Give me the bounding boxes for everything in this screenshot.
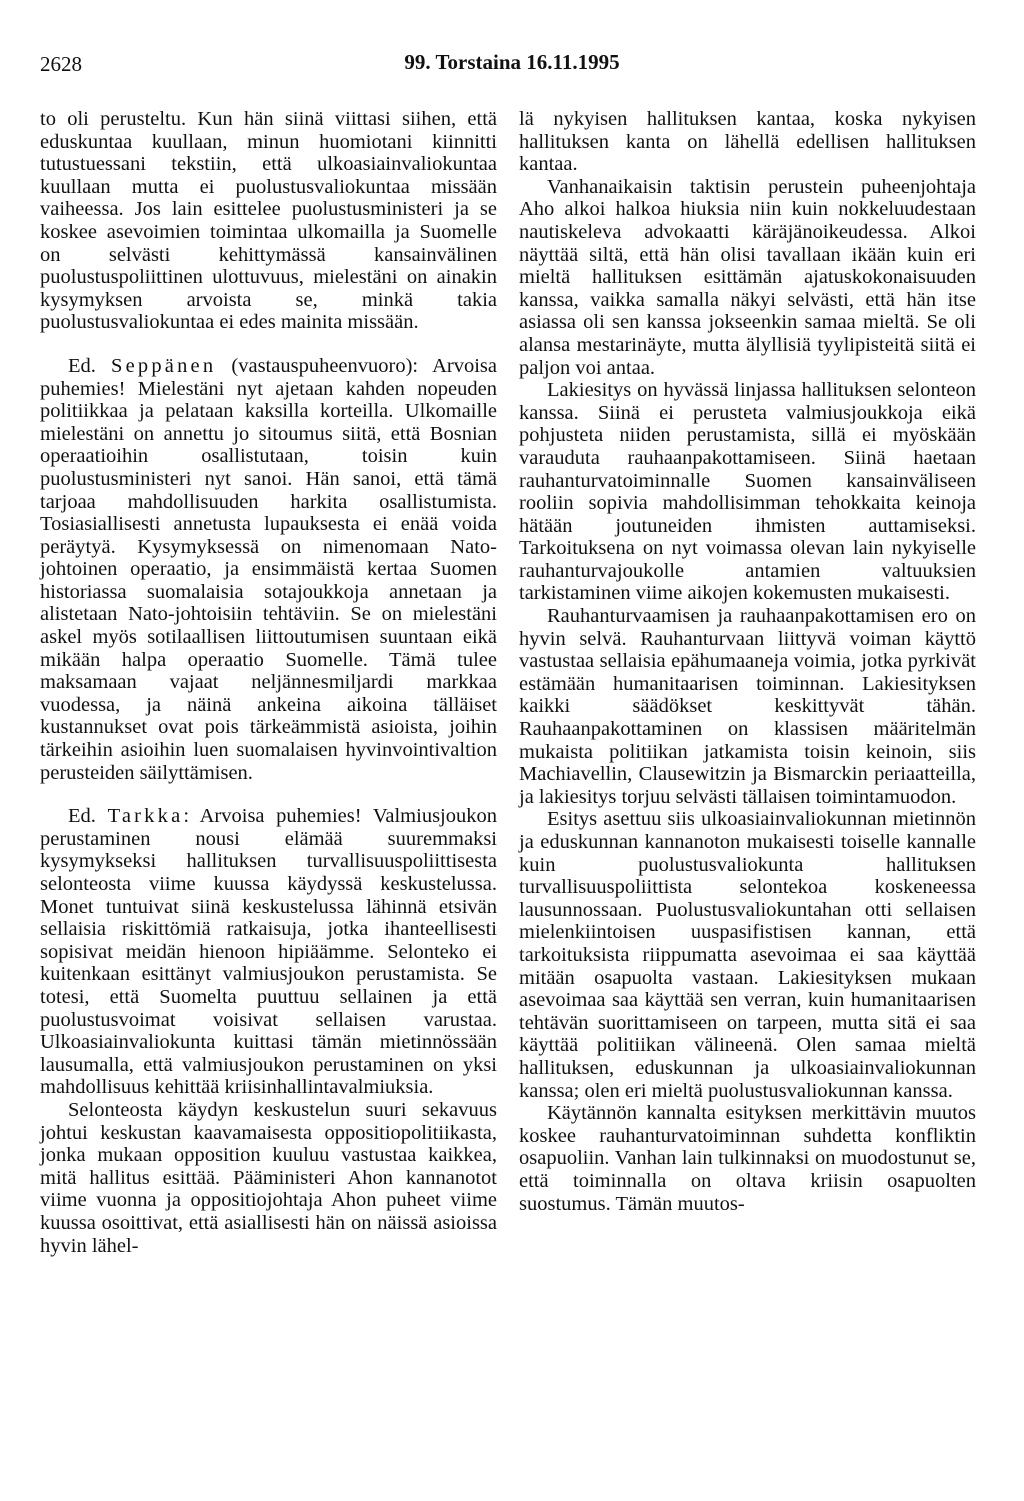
speaker-prefix: Ed.	[68, 805, 96, 828]
paragraph: Lakiesitys on hyvässä linjassa hallituksen selonteon kanssa. Siinä ei perusteta valmiusjoukkoja eikä pohjusteta niiden perustamista, sillä ei myöskään varauduta rauhaanpakottamiseen. Siinä haetaan rauhanturvatoiminnalle Suomen kansainväliseen rooliin sopivia mahdollisimman tehokkaita keinoja hätään joutuneiden ihmisten auttamiseksi. Tarkoituksena on nyt voimassa olevan lain nykyiselle rauhanturvajoukolle antamien valtuuksien tarkistaminen viime aikojen kokemusten mukaisesti.	[519, 379, 976, 605]
paragraph: Esitys asettuu siis ulkoasiainvaliokunnan mietinnön ja eduskunnan kannanoton mukaisesti toiselle kannalle kuin puolustusvaliokunta hallituksen turvallisuuspoliittista selontekoa koskeneessa lausunnossaan. Puolustusvaliokuntahan otti sellaisen mielenkiintoisen uuspasifistisen kannan, että tarkoituksista riippumatta asevoimaa ei saa käyttää mitään osapuolta vastaan. Lakiesityksen mukaan asevoimaa saa käyttää sen verran, kuin humanitaarisen tehtävän suorittamiseen on tarpeen, mutta sitä ei saa käyttää politiikan välineenä. Olen samaa mieltä hallituksen, eduskunnan ja ulkoasiainvaliokunnan kanssa; olen eri mieltä puolustusvaliokunnan kanssa.	[519, 808, 976, 1102]
speech-text: : Arvoisa puhemies! Valmiusjoukon perustaminen nousi elämää suuremmaksi kysymykseksi hallituksen turvallisuuspoliittisesta selonteosta viime kuussa käydyssä keskustelussa. Monet tuntuivat siinä keskustelussa lähinnä etsivän sellaisia riskittömiä ratkaisuja, jotka ihanteellisesti sopisivat meidän hienoon hipiäämme. Selonteko ei kuitenkaan esittänyt valmiusjoukon perustamista. Se totesi, että Suomelta puuttuu sellainen ja että puolustusvoimat voisivat sellaisen varustaa. Ulkoasiainvaliokunta kuittasi tämän mietinnössään lausumalla, että valmiusjoukon perustaminen on yksi mahdollisuus kehittää kriisinhallintavalmiuksia.	[40, 805, 497, 1099]
speech-paragraph	[40, 355, 497, 784]
paragraph: Selonteosta käydyn keskustelun suuri sekavuus johtui keskustan kaavamaisesta oppositiopolitiikasta, jonka mukaan opposition kuuluu vastustaa kaikkea, mitä hallitus esittää. Pääministeri Ahon kannanotot viime vuonna ja oppositiojohtaja Ahon puheet viime kuussa osoittivat, että asiallisesti hän on näissä asioissa hyvin lähel-	[40, 1098, 497, 1257]
running-head: 99. Torstaina 16.11.1995	[404, 50, 620, 74]
speech-paragraph	[40, 805, 497, 1099]
speaker-prefix: Ed.	[68, 354, 96, 377]
speech-text: (vastauspuheenvuoro): Arvoisa puhemies! Mielestäni nyt ajetaan kahden nopeuden politiikkaa ja pelataan kaksilla korteilla. Ulkomaille mielestäni on annettu jo sitoumus siitä, että Bosnian operaatioihin osallistutaan, toisin kuin puolustusministeri nyt sanoi. Hän sanoi, että tämä tarjoaa mahdollisuuden harkita osallistumista. Tosiasiallisesti annetusta lupauksesta ei enää voida peräytyä. Kysymyksessä on nimenomaan Nato-johtoinen operaatio, ja ensimmäistä kertaa Suomen historiassa suomalaisia sotajoukkoja annetaan ja alistetaan Nato-johtoisiin tehtäviin. Se on mielestäni askel myös sotilaallisen liittoutumisen suuntaan eikä mikään halpa operaatio Suomelle. Tämä tulee maksamaan vajaat neljännesmiljardi markkaa vuodessa, ja näinä ankeina aikoina tälläiset kustannukset ovat pois tärkeämmistä asioista, joihin tärkeihin asioihin luen suomalaisen hyvinvointivaltion perusteiden säilyttämisen.	[40, 354, 497, 784]
paragraph: Rauhanturvaamisen ja rauhaanpakottamisen ero on hyvin selvä. Rauhanturvaan liittyvä voiman käyttö vastustaa sellaisia epähumaaneja voimia, jotka pyrkivät estämään humanitaarisen toiminnan. Lakiesityksen kaikki säädökset keskittyvät tähän. Rauhaanpakottaminen on klassisen määritelmän mukaista politiikan jatkamista toisin keinoin, siis Machiavellin, Clausewitzin ja Bismarckin periaatteilla, ja lakiesitys torjuu selvästi tällaisen toimintamuodon.	[519, 605, 976, 808]
paragraph: lä nykyisen hallituksen kantaa, koska nykyisen hallituksen kanta on lähellä edellisen hallituksen kantaa.	[519, 108, 976, 176]
right-column	[519, 108, 976, 1215]
left-column	[40, 108, 497, 1257]
paragraph: Vanhanaikaisin taktisin perustein puheenjohtaja Aho alkoi halkoa hiuksia niin kuin nokkeluudestaan nautiskeleva advokaatti käräjänoikeudessa. Alkoi näyttää siltä, että hän olisi tavallaan ikään kuin eri mieltä hallituksen esittämän ajatuskokonaisuuden kanssa, vaikka samalla näkyi selvästi, että hän itse asiassa oli sen kanssa jokseenkin samaa mieltä. Se oli alansa mestarinäyte, mutta älyllisiä tyylipisteitä siitä ei paljon voi antaa.	[519, 175, 976, 379]
speaker-name: Seppänen	[111, 354, 217, 377]
speaker-name: Tarkka	[107, 805, 184, 828]
paragraph: Käytännön kannalta esityksen merkittävin muutos koskee rauhanturvatoiminnan suhdetta konfliktin osapuoliin. Vanhan lain tulkinnaksi on muodostunut se, että toiminnalla on oltava kriisin osapuolten suostumus. Tämän muutos-	[519, 1102, 976, 1215]
paragraph: to oli perusteltu. Kun hän siinä viittasi siihen, että eduskuntaa kuullaan, minun huomiotani kiinnitti tutustuessani tekstiin, että ulkoasiainvaliokuntaa kuullaan mutta ei puolustusvaliokuntaa missään vaiheessa. Jos lain esittelee puolustusministeri ja se koskee asevoimien toimintaa ulkomailla ja Suomelle on selvästi kehittymässä kansainvälinen puolustuspoliittinen ulottuvuus, mielestäni on ainakin kysymyksen arvoista se, minkä takia puolustusvaliokuntaa ei edes mainita missään.	[40, 108, 497, 334]
page-number: 2628	[40, 52, 82, 76]
